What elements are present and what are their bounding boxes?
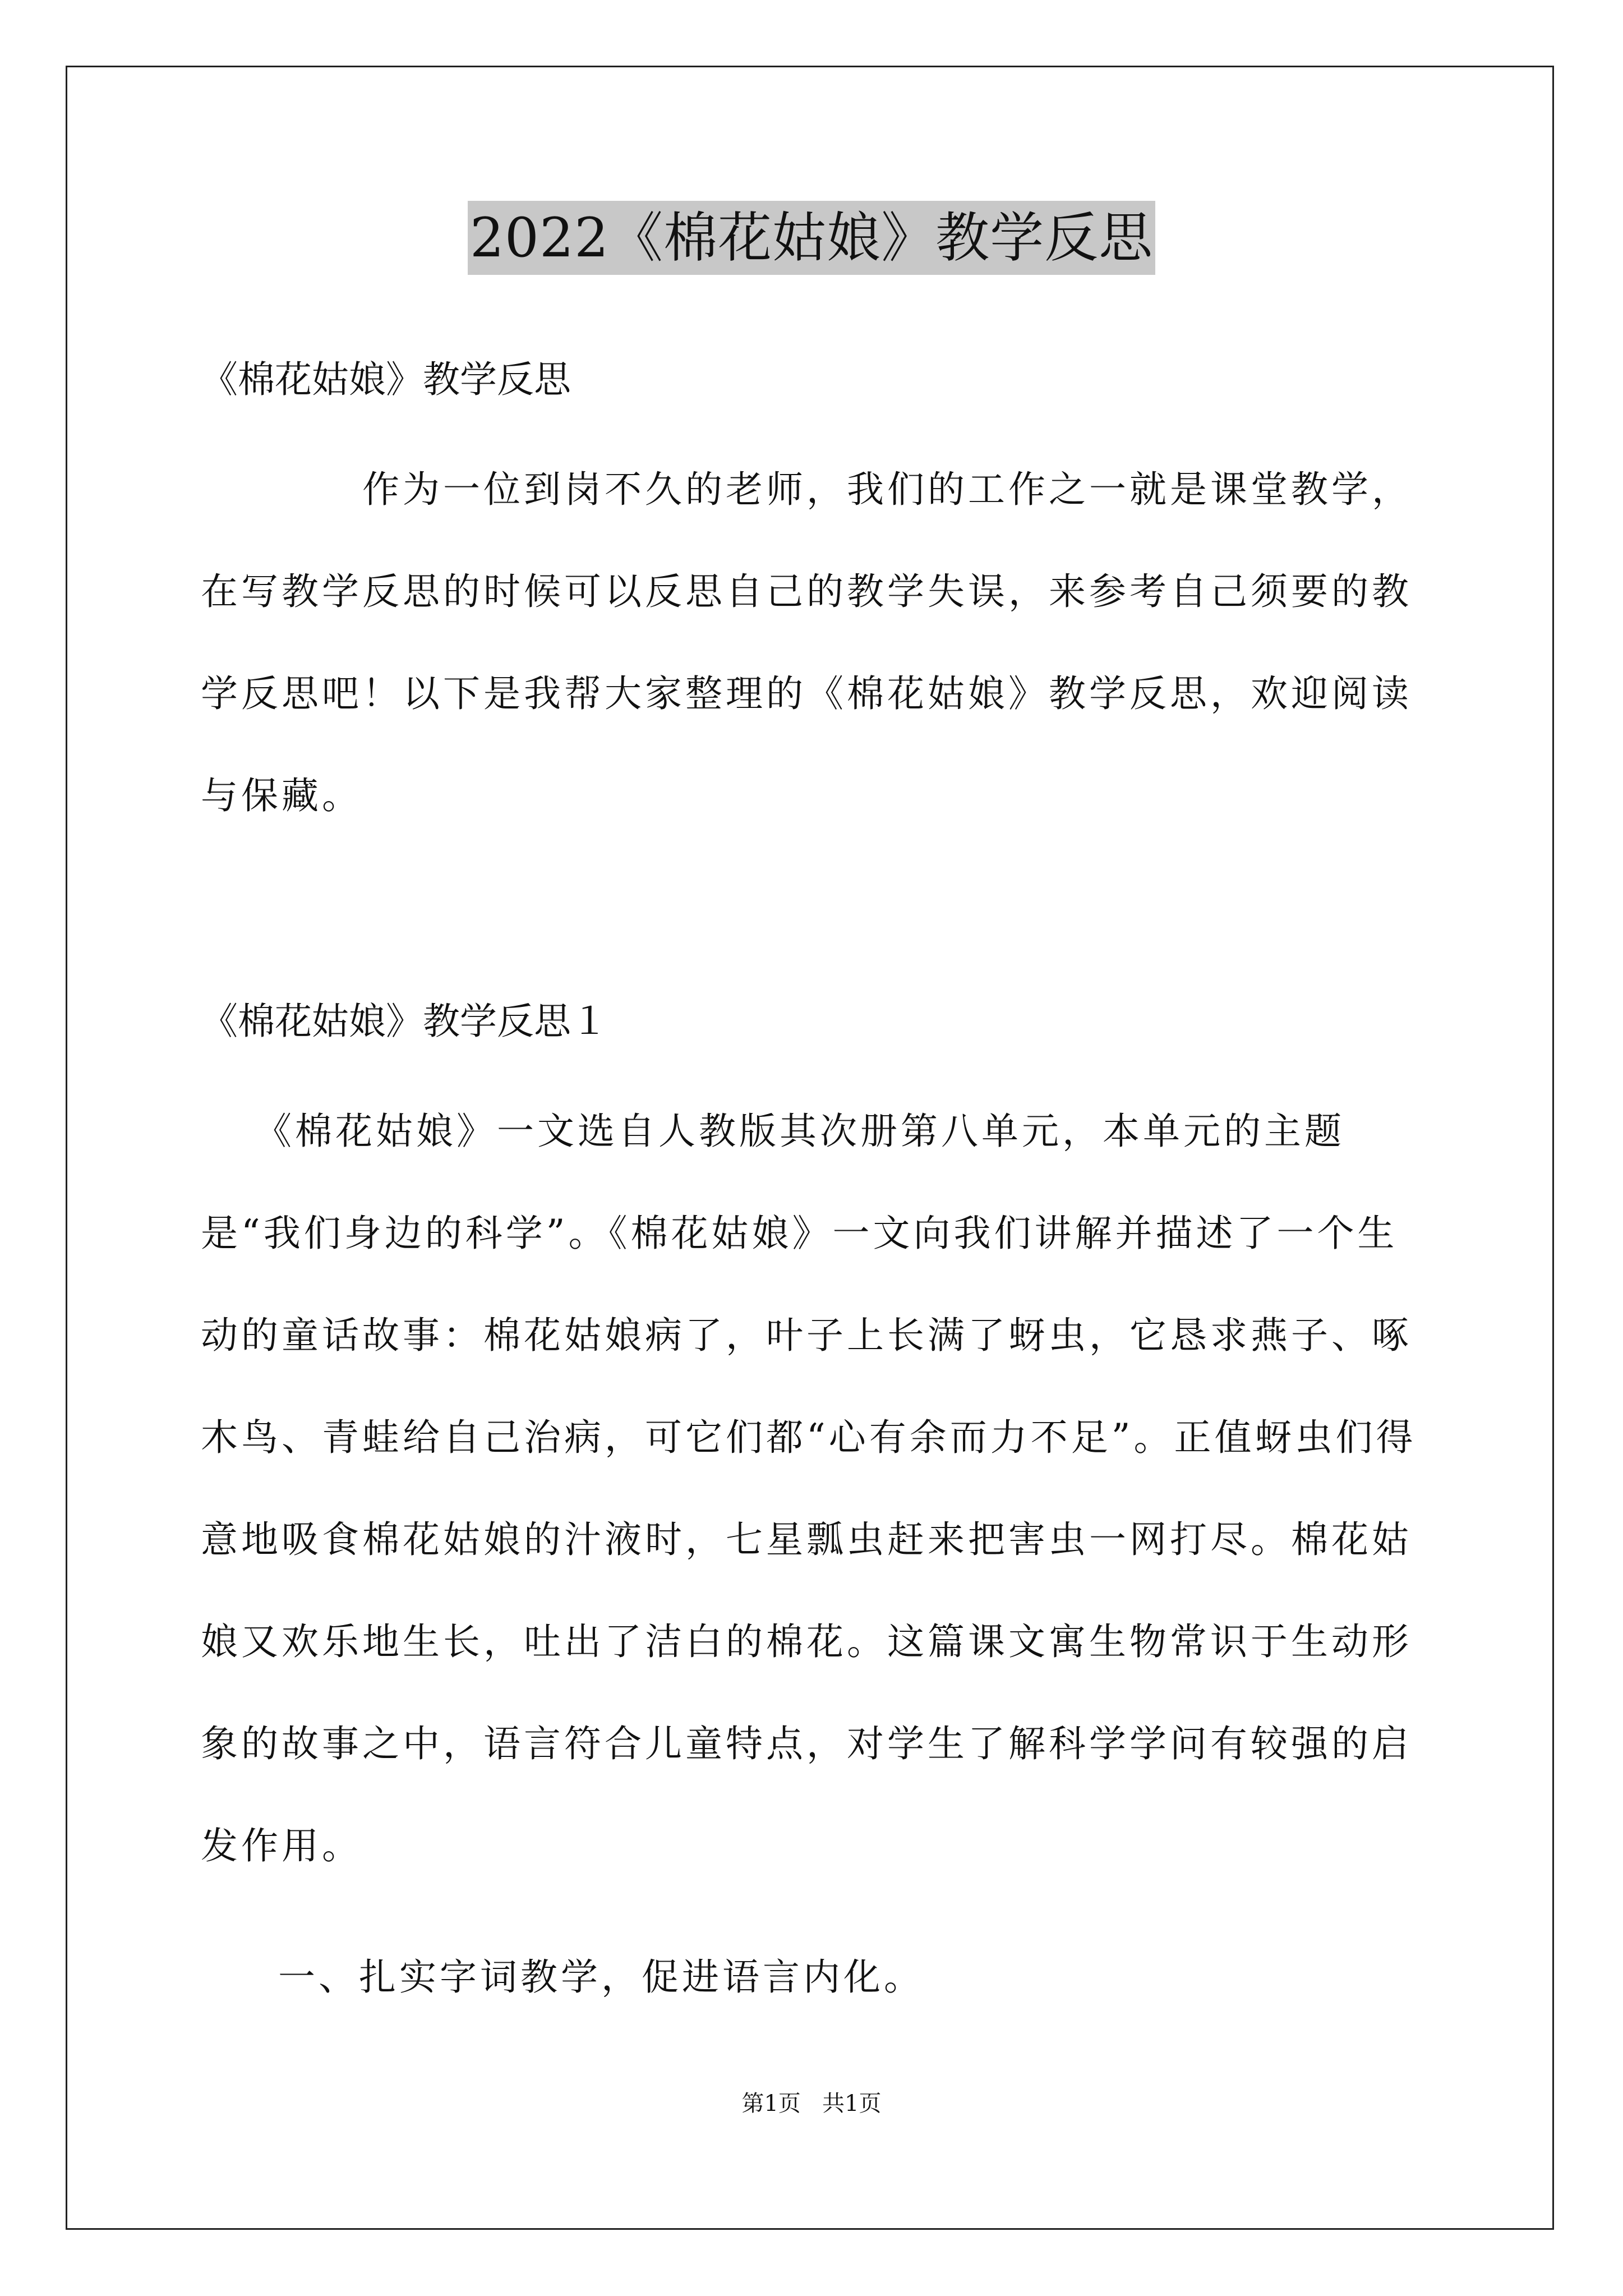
section-heading: 《棉花姑娘》教学反思１ (201, 1000, 608, 1043)
section-paragraph: 《棉花姑娘》一文选自人教版其次册第八单元，本单元的主题是“我们身边的科学”。《棉花姑娘》一文向我们讲解并描述了一个生动的童话故事：棉花姑娘病了，叶子上长满了蚜虫，它恳求燕子、啄木鸟、青蛙给自己治病，可它们都“心有余而力不足”。正值蚜虫们得意地吸食棉花姑娘的汁液时，七星瓢虫赶来把害虫一网打尽。棉花姑娘又欢乐地生长，吐出了洁白的棉花。这篇课文寓生物常识于生动形象的故事之中，语言符合儿童特点，对学生了解科学学问有较强的启发作用。 (201, 1110, 1417, 1867)
intro-paragraph: 作为一位到岗不久的老师，我们的工作之一就是课堂教学，在写教学反思的时候可以反思自己的教学失误，来参考自己须要的教学反思吧！以下是我帮大家整理的《棉花姑娘》教学反思，欢迎阅读与保藏。 (201, 468, 1412, 817)
point-heading: 一、扎实字词教学，促进语言内化。 (278, 1955, 924, 1999)
document-title: 2022《棉花姑娘》教学反思 (468, 201, 1155, 275)
document-subtitle: 《棉花姑娘》教学反思 (201, 358, 571, 401)
page-footer: 第1页 共1页 (741, 2091, 882, 2116)
title-container (0, 201, 1623, 275)
